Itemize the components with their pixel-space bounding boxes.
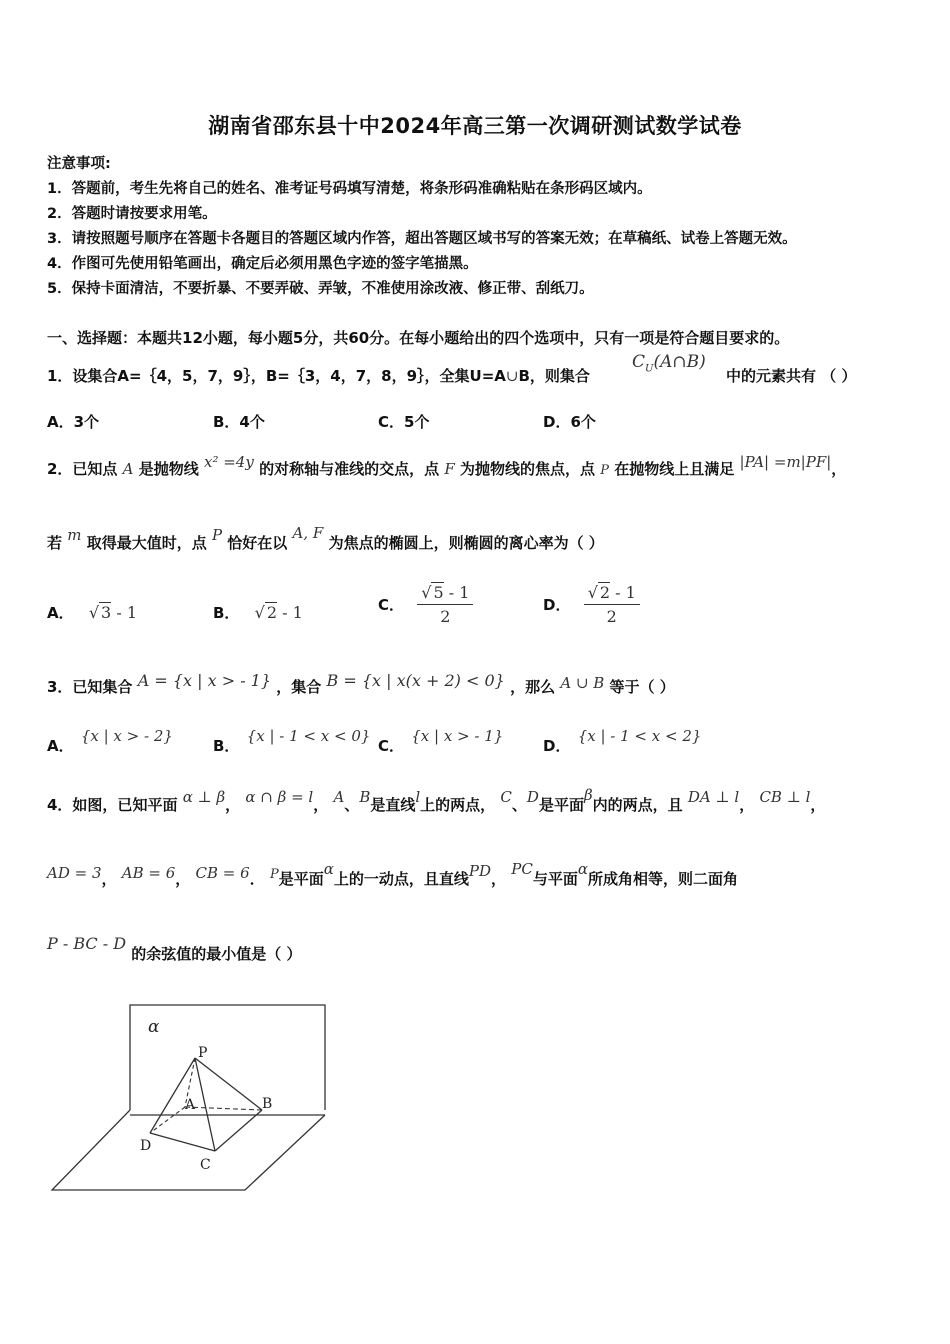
q4-alpha: α <box>323 860 334 878</box>
q3-option-d-value: {x | - 1 < x < 2} <box>577 727 702 745</box>
label-p: P <box>198 1045 208 1061</box>
q2-p6: ， <box>831 460 847 478</box>
q2-option-a <box>47 602 137 623</box>
q2-option-d-radicand: 2 <box>599 583 611 602</box>
q4-ab-eq: AB = 6 <box>121 864 176 882</box>
q4-p7: 上的一动点，且直线 <box>333 870 469 888</box>
q2-option-c-numerator: √ 5 - 1 <box>417 583 473 605</box>
q2-p1: 2．已知点 <box>47 460 118 478</box>
q2-foci: A, F <box>292 524 324 542</box>
q4-line-l: l <box>415 788 421 806</box>
q4-intersection: α ∩ β = l <box>245 788 314 806</box>
label-d: D <box>140 1138 152 1154</box>
q1-text2: B，则集合 <box>518 367 590 385</box>
q2-point-p: P <box>600 463 609 478</box>
q4-p6: 是平面 <box>278 870 324 888</box>
q4-c5: ， <box>101 870 117 888</box>
q4-p9: 所成角相等，则二面角 <box>587 870 738 888</box>
q1-formula-c: C <box>632 352 646 372</box>
q2-l2c: 恰好在以 <box>227 534 288 552</box>
q2-option-a-rest: - 1 <box>116 603 137 622</box>
q2-option-a-label: A． <box>47 604 74 622</box>
q3-union: A ∪ B <box>560 674 605 692</box>
q4-c6: ， <box>175 870 191 888</box>
q3-set-a: A = {x | x > - 1} <box>137 671 272 690</box>
q2-p5: 在抛物线上且满足 <box>614 460 735 478</box>
note-item-5: 5．保持卡面清洁，不要折暴、不要弄破、弄皱，不准使用涂改液、修正带、刮纸刀。 <box>47 281 594 297</box>
q2-l2b: 取得最大值时，点 <box>86 534 207 552</box>
note-item-2: 2．答题时请按要求用笔。 <box>47 206 217 222</box>
q2-option-d-numerator: √ 2 - 1 <box>584 583 640 605</box>
q1-text3: 中的元素共有 （ ） <box>726 367 857 385</box>
q2-option-c-fraction <box>417 583 473 626</box>
q4-point-c: C <box>500 788 512 806</box>
label-b: B <box>262 1096 273 1112</box>
q2-option-c-radicand: 5 <box>433 583 444 602</box>
q2-p2: 是抛物线 <box>138 460 199 478</box>
q3-option-b-label: B． <box>213 737 240 755</box>
q2-l2d: 为焦点的椭圆上，则椭圆的离心率为（ ） <box>328 534 604 552</box>
q4-cb-perp-l: CB ⊥ l <box>759 788 811 806</box>
question-2-line-1 <box>47 453 847 479</box>
q4-c8: ， <box>490 870 506 888</box>
q4-dun2: 、 <box>511 796 527 814</box>
question-4-line-2 <box>47 860 738 889</box>
q4-c4: ， <box>810 796 826 814</box>
q1-option-a: A．3个 <box>47 413 100 431</box>
q3-set-b: B = {x | x(x + 2) < 0} <box>326 671 505 690</box>
q4-point-b: B <box>359 788 371 806</box>
q3-option-d <box>543 727 702 756</box>
q4-point-d: D <box>526 788 539 806</box>
q2-option-b-rest: - 1 <box>282 603 303 622</box>
q2-condition: |PA| =m|PF| <box>739 453 832 471</box>
q2-point-p2: P <box>211 526 223 544</box>
q2-point-f: F <box>444 460 455 478</box>
q4-pd: PD <box>468 862 491 880</box>
notes-heading: 注意事项: <box>47 156 111 172</box>
edge-dc <box>150 1133 215 1151</box>
q2-option-d-denominator: 2 <box>606 607 617 626</box>
q1-option-c: C．5个 <box>378 413 430 431</box>
q1-union: ∪ <box>505 367 519 385</box>
q2-l2a: 若 <box>47 534 63 552</box>
q4-c3: ， <box>739 796 755 814</box>
q1-formula-rest: (A∩B) <box>653 352 706 372</box>
q2-option-b-radicand: 2 <box>266 603 278 622</box>
q2-option-c-denominator: 2 <box>440 607 451 626</box>
q4-p2: 是直线 <box>370 796 416 814</box>
q2-option-b <box>213 602 303 623</box>
geometry-figure <box>40 995 340 1200</box>
q3-option-c <box>378 727 504 756</box>
q1-formula <box>632 352 706 374</box>
q2-option-d <box>543 583 640 626</box>
q4-c1: ， <box>225 796 241 814</box>
q4-alpha2: α <box>577 860 588 878</box>
q2-p3: 的对称轴与准线的交点，点 <box>259 460 440 478</box>
q2-option-c <box>378 583 473 626</box>
q4-c2: ， <box>313 796 329 814</box>
edge-pd <box>150 1058 195 1133</box>
label-a: A <box>185 1097 196 1113</box>
section-heading: 一、选择题：本题共12小题，每小题5分，共60分。在每小题给出的四个选项中，只有一项是符合题目要求的。 <box>47 329 790 347</box>
q2-p4: 为抛物线的焦点，点 <box>459 460 595 478</box>
q1-formula-sub: U <box>645 363 654 375</box>
q2-m: m <box>67 526 82 544</box>
label-c: C <box>200 1157 211 1173</box>
q4-p1: 4．如图，已知平面 <box>47 796 178 814</box>
q3-option-a <box>47 727 173 756</box>
q4-pc: PC <box>511 860 533 878</box>
question-3 <box>47 671 675 697</box>
q4-p10: 的余弦值的最小值是（ ） <box>131 945 302 963</box>
note-item-4: 4．作图可先使用铅笔画出，确定后必须用黑色字迹的签字笔描黑。 <box>47 256 478 272</box>
q1-option-d: D．6个 <box>543 413 596 431</box>
label-alpha: α <box>148 1017 160 1037</box>
q4-p8: 与平面 <box>532 870 578 888</box>
q3-option-b <box>213 727 371 756</box>
note-item-1: 1．答题前，考生先将自己的姓名、准考证号码填写清楚，将条形码准确粘贴在条形码区域内。 <box>47 181 652 197</box>
note-item-3: 3．请按照题号顺序在答题卡各题目的答题区域内作答，超出答题区域书写的答案无效；在草稿纸、试卷上答题无效。 <box>47 231 797 247</box>
q4-p3: 上的两点， <box>420 796 496 814</box>
q3-p2: ，集合 <box>276 678 322 696</box>
q2-option-d-fraction <box>584 583 640 626</box>
q3-option-b-value: {x | - 1 < x < 0} <box>246 727 371 745</box>
q4-dun: 、 <box>344 796 360 814</box>
q3-p4: 等于（ ） <box>609 678 675 696</box>
q2-option-a-radicand: 3 <box>101 603 112 622</box>
q3-option-d-label: D． <box>543 737 571 755</box>
edge-ad <box>150 1107 185 1133</box>
q2-option-c-num-rest: - 1 <box>448 583 470 602</box>
q3-option-c-value: {x | x > - 1} <box>411 727 504 745</box>
q2-point-a: A <box>122 460 134 478</box>
q2-option-b-value: √ 2 - 1 <box>254 603 303 622</box>
q4-da-perp-l: DA ⊥ l <box>687 788 740 806</box>
q4-p5: 内的两点，且 <box>592 796 683 814</box>
edge-ab <box>185 1107 262 1110</box>
q3-p1: 3．已知集合 <box>47 678 133 696</box>
q3-option-a-value: {x | x > - 2} <box>80 727 173 745</box>
question-2-line-2 <box>47 524 604 553</box>
question-1 <box>47 365 590 386</box>
q3-p3: ，那么 <box>510 678 556 696</box>
question-4-line-3 <box>47 934 302 964</box>
q3-option-a-label: A． <box>47 737 74 755</box>
q4-perp: α ⊥ β <box>182 788 226 806</box>
q4-point-a: A <box>333 788 345 806</box>
q3-option-c-label: C． <box>378 737 405 755</box>
q2-option-d-label: D． <box>543 596 571 614</box>
q1-text: 1．设集合A=｛4，5，7，9｝，B=｛3，4，7，8，9｝，全集U=A <box>47 367 506 385</box>
q2-option-c-label: C． <box>378 596 405 614</box>
q4-p4: 是平面 <box>538 796 584 814</box>
q4-cb-eq: CB = 6 <box>195 864 250 882</box>
plane-beta <box>52 1110 325 1190</box>
question-4-line-1 <box>47 786 826 815</box>
q2-option-d-num-rest: - 1 <box>615 583 636 602</box>
edge-cb <box>215 1110 262 1151</box>
q2-parabola-eq: x² =4y <box>204 453 254 471</box>
q2-option-a-value: √ 3 - 1 <box>88 603 137 622</box>
q2-option-b-label: B． <box>213 604 240 622</box>
q4-dihedral: P - BC - D <box>47 934 127 953</box>
q4-ad-eq: AD = 3 <box>47 864 102 882</box>
q4-point-p: P <box>269 867 279 882</box>
q4-c7: ． <box>249 870 265 888</box>
page-title: 湖南省邵东县十中2024年高三第一次调研测试数学试卷 <box>208 114 742 138</box>
q4-beta: β <box>583 786 593 804</box>
q1-option-b: B．4个 <box>213 413 265 431</box>
